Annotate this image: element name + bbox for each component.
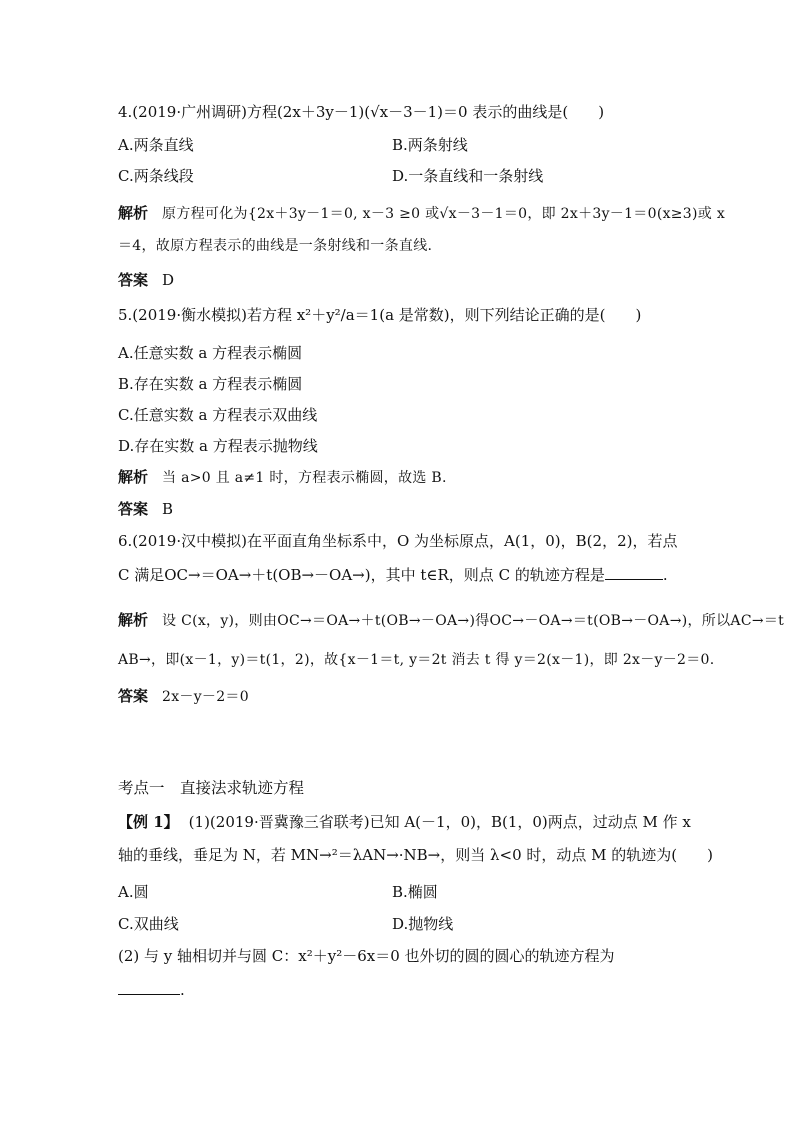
fill-blank <box>118 980 180 995</box>
ex1-part1-line1 <box>118 812 691 832</box>
fill-blank <box>605 565 663 580</box>
q5-answer <box>118 499 173 519</box>
ex1-option-d: D.抛物线 <box>392 915 454 933</box>
q4-option-a: A.两条直线 <box>118 136 194 154</box>
q4-option-b: B.两条射线 <box>392 136 468 154</box>
q4-analysis-text-2: ＝4，故原方程表示的曲线是一条射线和一条直线. <box>118 238 433 254</box>
ex1-part2-line1: (2) 与 y 轴相切并与圆 C：x²＋y²－6x＝0 也外切的圆的圆心的轨迹方程为 <box>118 947 615 965</box>
q6-answer-value: 2x－y－2＝0 <box>162 689 249 705</box>
q4-analysis <box>118 203 725 224</box>
analysis-label: 解析 <box>118 468 149 486</box>
ex1-part2-line2 <box>118 980 185 1000</box>
q5-stem: 5.(2019·衡水模拟)若方程 x²＋y²/a＝1(a 是常数)，则下列结论正确的是( ) <box>118 306 642 324</box>
ex1-option-a: A.圆 <box>118 883 149 901</box>
q5-option-d: D.存在实数 a 方程表示抛物线 <box>118 437 318 455</box>
q6-stem-2 <box>118 565 668 585</box>
ex1-part1-text-1: (1)(2019·晋冀豫三省联考)已知 A(－1，0)，B(1，0)两点，过动点 M 作 x <box>188 813 691 831</box>
q6-stem-1: 6.(2019·汉中模拟)在平面直角坐标系中，O 为坐标原点，A(1，0)，B(2，2)，若点 <box>118 532 678 550</box>
q5-analysis <box>118 467 447 488</box>
q6-analysis-text-2: AB→，即(x－1，y)＝t(1，2)，故{x－1＝t, y＝2t 消去 t 得 y＝2(x－1)，即 2x－y－2＝0. <box>118 652 715 668</box>
q5-option-b: B.存在实数 a 方程表示椭圆 <box>118 375 303 393</box>
answer-label: 答案 <box>118 500 149 518</box>
answer-label: 答案 <box>118 271 149 289</box>
answer-label: 答案 <box>118 687 149 705</box>
q4-analysis-text-1: 原方程可化为{2x＋3y－1＝0, x－3 ≥0 或√x－3－1＝0，即 2x＋3y－1＝0(x≥3)或 x <box>162 206 726 222</box>
q6-answer <box>118 686 249 707</box>
q5-option-a: A.任意实数 a 方程表示椭圆 <box>118 344 303 362</box>
ex1-option-b: B.椭圆 <box>392 883 438 901</box>
q6-stem-2-text: C 满足OC→＝OA→＋t(OB→－OA→)，其中 t∈R，则点 C 的轨迹方程是 <box>118 566 605 584</box>
q4-option-d: D.一条直线和一条射线 <box>392 167 544 185</box>
ex1-part2-end: . <box>180 981 185 999</box>
q4-stem: 4.(2019·广州调研)方程(2x＋3y－1)(√x－3－1)＝0 表示的曲线是( ) <box>118 103 605 121</box>
q6-analysis-text-1: 设 C(x，y)，则由OC→＝OA→＋t(OB→－OA→)得OC→－OA→＝t(OB→－OA→)，所以AC→＝t <box>162 613 785 629</box>
q6-stem-2-end: . <box>662 566 668 584</box>
q4-answer-value: D <box>162 271 175 289</box>
ex1-option-c: C.双曲线 <box>118 915 179 933</box>
analysis-label: 解析 <box>118 611 149 629</box>
analysis-label: 解析 <box>118 204 149 222</box>
example-label: 【例 1】 <box>118 813 179 831</box>
ex1-part1-line2: 轴的垂线，垂足为 N，若 MN→²＝λAN→·NB→，则当 λ<0 时，动点 M 的轨迹为( ) <box>118 846 714 864</box>
q5-option-c: C.任意实数 a 方程表示双曲线 <box>118 406 318 424</box>
q5-answer-value: B <box>162 500 174 518</box>
q4-answer <box>118 270 174 290</box>
q5-analysis-text: 当 a>0 且 a≠1 时，方程表示椭圆，故选 B. <box>162 470 447 486</box>
q6-analysis <box>118 610 784 631</box>
q4-option-c: C.两条线段 <box>118 167 194 185</box>
section-heading: 考点一 直接法求轨迹方程 <box>118 779 305 797</box>
